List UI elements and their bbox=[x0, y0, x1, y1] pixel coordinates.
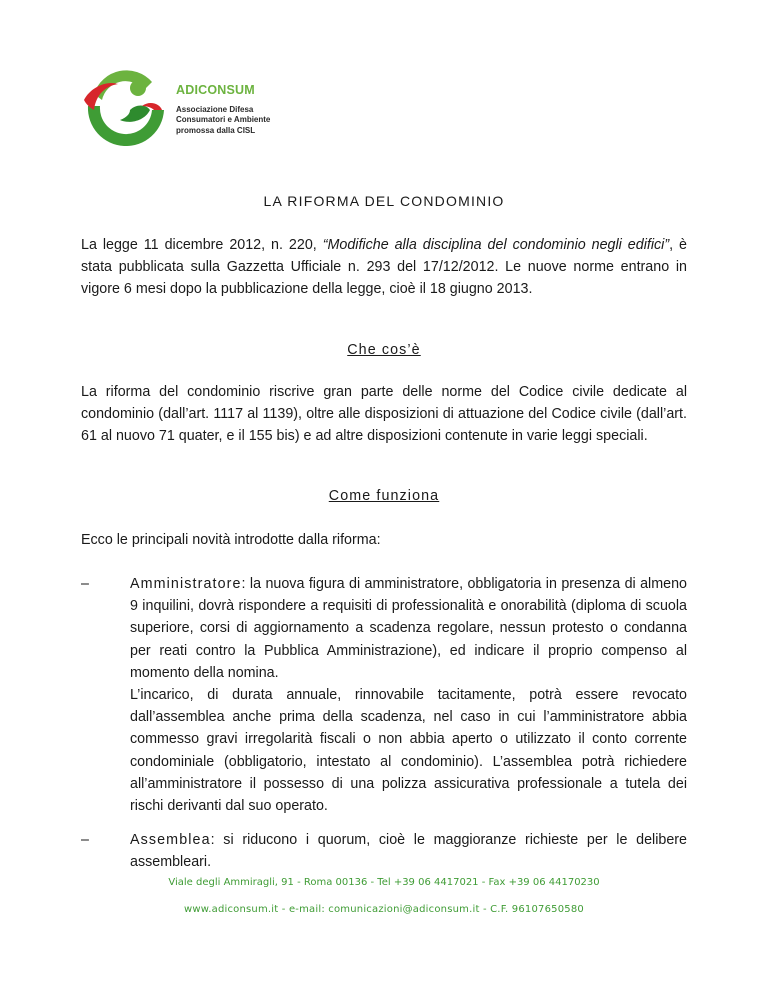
section-heading-che-cose: Che cos’è bbox=[347, 342, 421, 358]
organization-block bbox=[176, 83, 270, 136]
document-title: LA RIFORMA DEL CONDOMINIO bbox=[263, 193, 505, 209]
list-item-term: Amministratore bbox=[130, 576, 242, 592]
law-title: “Modifiche alla disciplina del condominio negli edifici” bbox=[322, 237, 670, 253]
section-paragraph: La riforma del condominio riscrive gran parte delle norme del Codice civile dedicate al condominio (dall’art. 1117 al 1139), oltre alle disposizioni di attuazione del Codice civile (dall’art. 61 al nuovo 71 quater, e il 155 bis) e ad altre disposizioni contenute in varie leggi speciali. bbox=[81, 384, 687, 445]
list-item-text bbox=[130, 573, 687, 817]
list-item-term: Assemblea bbox=[130, 832, 211, 848]
organization-line: Consumatori e Ambiente bbox=[176, 115, 271, 125]
organization-line: promossa dalla CISL bbox=[176, 125, 256, 135]
intro-text-start: La legge 11 dicembre 2012, n. 220, bbox=[81, 237, 323, 253]
list-item-amministratore bbox=[81, 573, 687, 817]
dash-marker: – bbox=[81, 576, 89, 592]
list-item-body-continued: L’incarico, di durata annuale, rinnovabile tacitamente, potrà essere revocato dall’assemblea anche prima della scadenza, nel caso in cui l’amministratore abbia commesso gravi irregolarità fiscali o non abbia aperto o utilizzato il conto corrente condominiale (obbligatorio, intestato al condominio). L’assemblea potrà richiedere all’amministratore il possesso di una polizza assicurativa professionale a tutela dei rischi derivanti dal suo operato. bbox=[130, 687, 687, 815]
section-paragraph: Ecco le principali novità introdotte dalla riforma: bbox=[81, 532, 381, 548]
list-item-body: : la nuova figura di amministratore, obbligatoria in presenza di almeno 9 inquilini, dovrà rispondere a requisiti di professionalità e onorabilità (diploma di scuola superiore, corsi di aggiornamento a scadenza regolare, nessun protesto o condanna per reati contro la Pubblica Amministrazione), ed indicare il proprio compenso al momento della nomina. bbox=[130, 576, 687, 681]
intro-paragraph bbox=[81, 234, 687, 301]
intro-text-end: , è stata pubblicata sulla Gazzetta Ufficiale n. 293 del 17/12/2012. Le nuove norme entrano in vigore 6 mesi dopo la pubblicazione della legge, cioè il 18 giugno 2013. bbox=[81, 237, 687, 298]
section-heading-come-funziona: Come funziona bbox=[328, 488, 440, 504]
organization-name: ADICONSUM bbox=[176, 83, 255, 97]
organization-line: Associazione Difesa bbox=[176, 105, 254, 114]
list-item-assemblea bbox=[81, 829, 687, 873]
footer-address: Viale degli Ammiragli, 91 - Roma 00136 - Tel +39 06 4417021 - Fax +39 06 44170230 bbox=[168, 877, 600, 888]
list-item-text bbox=[130, 829, 687, 873]
dash-marker: – bbox=[81, 832, 89, 848]
list-item-body: : si riducono i quorum, cioè le maggioranze richieste per le delibere assembleari. bbox=[130, 832, 687, 871]
footer-contacts: www.adiconsum.it - e-mail: comunicazioni@adiconsum.it - C.F. 96107650580 bbox=[184, 904, 584, 915]
adiconsum-logo bbox=[80, 70, 170, 150]
